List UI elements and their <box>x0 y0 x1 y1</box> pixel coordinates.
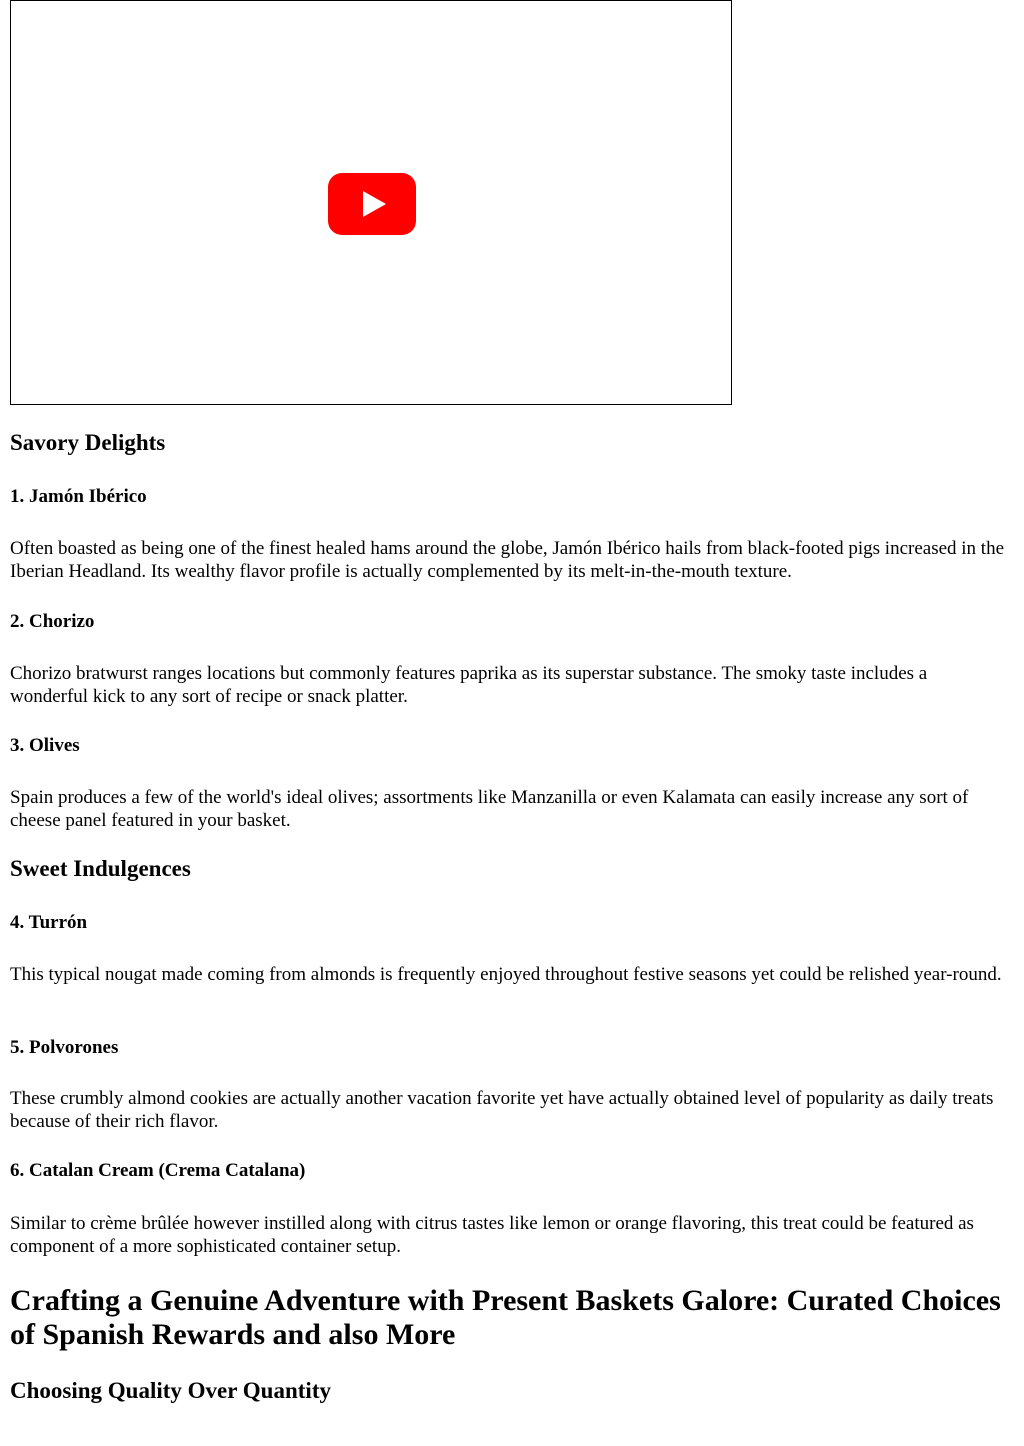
item-text-chorizo: Chorizo bratwurst ranges locations but commonly features paprika as its superstar substance. The smoky taste includes a wonderful kick to any sort of recipe or snack platter. <box>10 663 928 707</box>
article-heading-crafting: Crafting a Genuine Adventure with Present Baskets Galore: Curated Choices of Spanish Rewards and also More <box>10 1284 1001 1351</box>
item-heading-jamon: 1. Jamón Ibérico <box>10 486 147 507</box>
item-text-turron: This typical nougat made coming from almonds is frequently enjoyed throughout festive seasons yet could be relished year-round. <box>10 964 1002 985</box>
section-heading-sweet: Sweet Indulgences <box>10 856 191 881</box>
section-heading-savory: Savory Delights <box>10 430 166 455</box>
item-text-polvorones: These crumbly almond cookies are actually another vacation favorite yet have actually obtained level of popularity as daily treats because of their rich flavor. <box>10 1088 994 1132</box>
item-text-jamon: Often boasted as being one of the finest healed hams around the globe, Jamón Ibérico hails from black-footed pigs increased in the Iberian Headland. Its wealthy flavor profile is actually complemented by its melt-in-the-mouth texture. <box>10 538 1005 582</box>
item-heading-chorizo: 2. Chorizo <box>10 611 95 632</box>
item-text-crema-catalana: Similar to crème brûlée however instilled along with citrus tastes like lemon or orange flavoring, this treat could be featured as component of a more sophisticated container setup. <box>10 1213 974 1257</box>
youtube-play-icon[interactable] <box>328 173 416 235</box>
item-text-olives: Spain produces a few of the world's ideal olives; assortments like Manzanilla or even Kalamata can easily increase any sort of cheese panel featured in your basket. <box>10 787 969 831</box>
item-heading-crema-catalana: 6. Catalan Cream (Crema Catalana) <box>10 1160 306 1181</box>
item-heading-turron: 4. Turrón <box>10 912 88 933</box>
section-heading-quality: Choosing Quality Over Quantity <box>10 1378 331 1403</box>
article <box>10 0 1010 1403</box>
item-heading-polvorones: 5. Polvorones <box>10 1037 119 1058</box>
video-embed[interactable] <box>10 0 732 405</box>
item-heading-olives: 3. Olives <box>10 735 80 756</box>
